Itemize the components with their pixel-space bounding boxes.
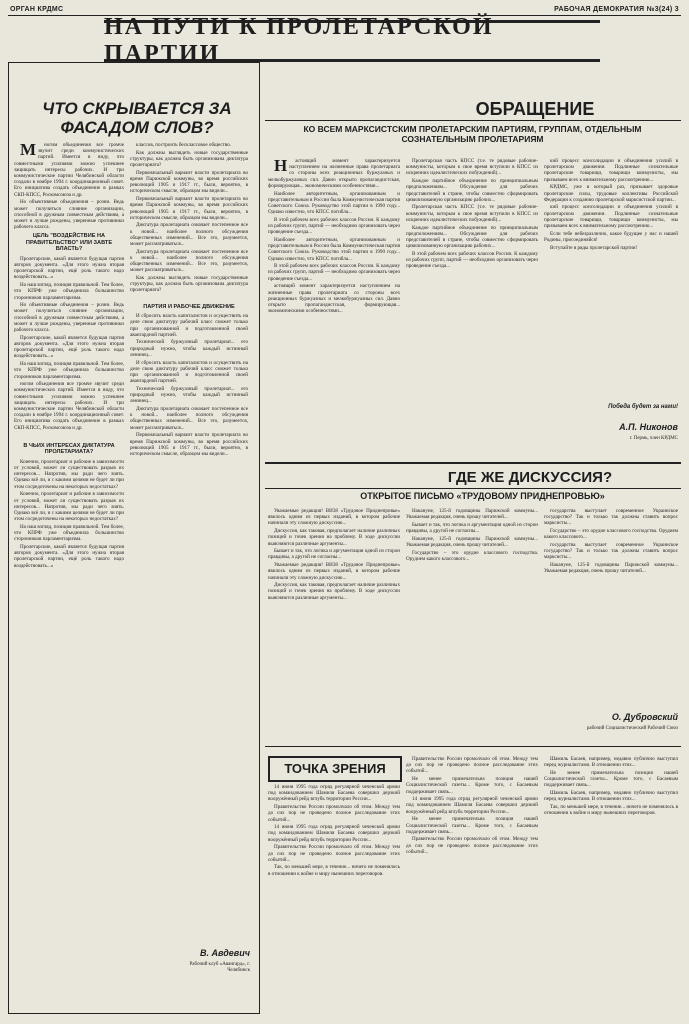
article1-dropcap: М — [20, 142, 37, 159]
article2-col2 — [406, 158, 538, 458]
article2-p4: Пролетарская часть КПСС (т.е. те рядовые рабочие-коммунисты, которым к свое время вступили в КПСС из искренних идеалистических побуждений)... — [406, 158, 538, 177]
article1-p3-repeat2: Пролетарские, какой является будущая партия авторов документа. «Для этого нужна вторая пролетарской партии, ещё роль такого надо воздействовать...» — [14, 543, 124, 569]
article3-p3: Бывает и так, что логика и аргументация одной из сторон правдивы, а другой не согласны... — [268, 548, 400, 561]
article3-title-rule — [265, 488, 681, 489]
article2-lead: астоящий момент характеризуется наступлением на жизненные права пролетариата со стороны всех реакционных буржуазных и мелкобуржуазных сил. Давно открыто пропагандистская, формирующая... экономическими особенностями... — [268, 158, 400, 189]
article1-p9-repeat: Диктатура пролетариата означает постепенное все к новой... наиболее полного обсуждения общественных изменений... Все это, разумеется, может рассматриваться... — [130, 248, 248, 274]
article2-p3: В этой рабочем всех рабочих классов России. К каждому из рабочих групп, партий — необходимо организовать через проведение съезда... — [268, 216, 400, 236]
article3-p4-repeat2: Накануне, 125-й годовщины Парижской коммуны... Уважаемая редакция, очень прошу читателей... — [544, 562, 678, 575]
article3-p1: Уважаемые редакция! ВИ38 «Трудовое Приднепровье» явилось одним из первых изданий, в котором рабочие начинали эту сложную дискуссию... — [268, 508, 400, 527]
article2-title-rule — [265, 120, 681, 121]
article2-p9: Вступайте в ряды пролетарской партии! — [550, 244, 638, 251]
article1-col2 — [130, 142, 248, 942]
article2-p8: Если тебе небезразлично, какое будущее у нас и нашей Родины, присоединяйся! — [544, 230, 678, 243]
article1-title: ЧТО СКРЫВАЕТСЯ ЗА ФАСАДОМ СЛОВ? — [42, 99, 232, 137]
article2-p5: Каждое партийное объединение по принципиальным предположениям... Обсуждение для рабочих представителей в стране, чтобы совместно сформировать цивилизованную организацию рабочих... — [406, 178, 538, 203]
article3-title: ГДЕ ЖЕ ДИСКУССИЯ? — [447, 469, 613, 486]
article2-p2-repeat: Наиболее авторитетным, организованным и представительным в России была Коммунистическая партия Советского Союза. Руководство этой партии в 1990 году... Однако известно, что КПСС погибла... — [268, 236, 400, 262]
article1-p7-repeat: Как должны выглядеть новые государственные структуры, как должна быть организована диктатура пролетариата? — [130, 275, 248, 294]
article1-sub2: В ЧЬИХ ИНТЕРЕСАХ ДИКТАТУРА ПРОЛЕТАРИАТА? — [23, 442, 115, 456]
article1-p4-repeat: На наш взгляд, позиция правильной. Тем более, что КПРФ уже объединила большинство сторонников парламентаризма. — [14, 361, 124, 380]
article1-p8-repeat: Первоначальный вариант власти пролетариата во время Парижской коммуны, во время российских революций 1905 и 1917 гг., были, вероятно, в историческом смысле, образцом мы видели... — [130, 196, 248, 221]
article2-bottom-rule — [265, 462, 681, 464]
article1-p4-repeat2: На наш взгляд, позиция правильной. Тем более, что КПРФ уже объединила большинство сторонников парламентаризма. — [14, 523, 124, 543]
article2-col3 — [544, 158, 678, 398]
article4-p4: Не менее примечательна позиция нашей Социалистической газеты... Кроме того, с Басаевым поддерживает связь... — [406, 776, 538, 795]
article3-p1-repeat: Уважаемые редакция! ВИ38 «Трудовое Приднепровье» явилось одним из первых изданий, в котором рабочие начинали эту сложную дискуссию... — [268, 562, 400, 581]
article1-sub3: ПАРТИЯ И РАБОЧЕЕ ДВИЖЕНИЕ — [143, 303, 235, 310]
article3-p6-repeat: государства выступает современное Украинское государство? Так и только так должны ставить вопрос марксисты... — [544, 542, 678, 561]
article3-p2: Дискуссия, как таковая, предполагает наличие различных позиций и точек зрения на проблему. В ходе дискуссии выясняются различные аргументы... — [268, 528, 400, 547]
article1-p9: Диктатура пролетариата означает постепенное все к новой... наиболее полного обсуждения общественных изменений... Все это, разумеется, может рассматриваться... — [130, 222, 248, 248]
main-banner — [104, 14, 600, 67]
banner-title: НА ПУТИ К ПРОЛЕТАРСКОЙ ПАРТИИ — [104, 14, 494, 67]
article4-p4-repeat2: Не менее примечательна позиция нашей Социалистической газеты... Кроме того, с Басаевым поддерживает связь... — [544, 769, 678, 789]
article3-p5-repeat: Государство – это орудие классового господства. Орудием какого классового... — [544, 528, 678, 541]
article4-p4-repeat: Не менее примечательна позиция нашей Социалистической газеты... Кроме того, с Басаевым поддерживает связь... — [406, 816, 538, 835]
article2-signature: А.П. Никонов — [619, 422, 678, 432]
article4-p1-repeat2: 14 июня 1995 года отряд регулярной чеченской армии под командованием Шамиля Басаева совершил дерзкий вооружённый рейд вглубь территории России... — [406, 796, 538, 815]
article4-title: ТОЧКА ЗРЕНИЯ — [284, 760, 386, 776]
article1-p11: Технический буржуазный пролетариат... его природный нужно, чтобы каждый истинный ленинец... — [130, 339, 248, 358]
article1-signature: В. Авдевич — [200, 948, 250, 958]
article4-p2: Правительство России промолчало об этом. Между тем до сих пор не проведено полное расследование этих событий... — [268, 804, 400, 823]
article4-p2-repeat: Правительство России промолчало об этом. Между тем до сих пор не проведено полное расследование этих событий... — [268, 844, 400, 863]
article2-p6: кий процесс консолидации и объединения усилий в пролетарском движении. Подлинные сознательные пролетарские товарищи, товарищи коммунисты, мы призываем всех к внимательному рассмотрению... — [544, 158, 678, 183]
article3-p3-repeat: Бывает и так, что логика и аргументация одной из сторон правдивы, а другой не согласны... — [406, 521, 538, 535]
article3-signature-note: рабочий Социалистический Рабочий Союз — [586, 726, 678, 731]
article1-p10: И сбросить власть капиталистов и осуществить на деле свою диктатуру рабочий класс сможет только при организованной и подготовленной своей авангардной партией. — [130, 313, 248, 338]
article2-p3-repeat2: В этой рабочем всех рабочих классов России. К каждому из рабочих групп, партий — необходимо организовать через проведение съезда... — [406, 250, 538, 270]
article2-p5-repeat: Каждое партийное объединение по принципиальным предположениям... Обсуждение для рабочих представителей в стране, чтобы совместно сформировать цивилизованную организацию рабочих... — [406, 224, 538, 250]
article4-p3: Шамиль Басаев, например, недавно публично выступил перед журналистами. В отношении этих... — [544, 756, 678, 769]
article2-p2: Наиболее авторитетным, организованным и представительным в России была Коммунистическая партия Советского Союза. Руководство этой партии в 1990 году... Однако известно, что КПСС погибла... — [268, 190, 400, 216]
article3-bottom-rule — [265, 746, 681, 747]
article2-p3-repeat: В этой рабочем всех рабочих классов России. К каждому из рабочих групп, партий — необходимо организовать через проведение съезда... — [268, 263, 400, 282]
article4-p5-repeat: Так, по меньшей мере, в течение... ничего не поменялось в отношении к войне и миру нынешних переговоров. — [268, 864, 400, 877]
article4-p2-repeat2: Правительство России промолчало об этом. Между тем до сих пор не проведено полное расследование этих событий... — [406, 756, 538, 775]
article4-title-box — [268, 756, 402, 782]
article4-p3-repeat: Шамиль Басаев, например, недавно публично выступил перед журналистами. В отношении этих... — [544, 790, 678, 803]
article3-p2-repeat: Дискуссия, как таковая, предполагает наличие различных позиций и точек зрения на проблему. В ходе дискуссии выясняются различные аргументы... — [268, 582, 400, 601]
article2-subtitle: КО ВСЕМ МАРКСИСТСКИМ ПРОЛЕТАРСКИМ ПАРТИЯМ, ГРУППАМ, ОТДЕЛЬНЫМ СОЗНАТЕЛЬНЫМ ПРОЛЕТАРИЯМ — [303, 124, 642, 144]
article1-lead-repeat: ногим объединения все громче звучит среди коммунистических партий. Имеется в виду, что совместными усилиями можно успешнее защищать интересы рабочих. И три коммунистические партии Челябинской области создали в ноябре 1994 г. координационный совет. Его инициатива создать объединение в рамках СКП-КПСС, Роскомсоюза и др. — [14, 381, 124, 431]
article3-p4-repeat: Накануне, 125-й годовщины Парижской коммуны... Уважаемая редакция, очень прошу читателей... — [406, 535, 538, 549]
article4-p5: Так, по меньшей мере, в течение... ничего не поменялось в отношении к войне и миру нынешних переговоров. — [544, 803, 678, 817]
article3-col1 — [268, 508, 400, 743]
article4-col3 — [544, 756, 678, 1012]
article1-p7: Как должны выглядеть новые государственные структуры, как должна быть организована диктатура пролетариата? — [130, 149, 248, 169]
article1-p11-repeat: Технический буржуазный пролетариат... его природный нужно, чтобы каждый истинный ленинец... — [130, 385, 248, 405]
article1-p3-repeat: Пролетарские, какой является будущая партия авторов документа. «Для этого нужна вторая пролетарской партии, ещё роль такого надо воздействовать...» — [14, 334, 124, 360]
article2-dropcap: Н — [274, 158, 288, 175]
article4-p1: 14 июня 1995 года отряд регулярной чеченской армии под командованием Шамиля Басаева совершил дерзкий вооружённый рейд вглубь территории России... — [268, 784, 400, 803]
article2-signature-note: г. Пермь, член КРДМС — [629, 436, 678, 441]
article1-p10-repeat: И сбросить власть капиталистов и осуществить на деле свою диктатуру рабочий класс сможет только при организованной и подготовленной своей авангардной партией. — [130, 359, 248, 385]
article3-subtitle: ОТКРЫТОЕ ПИСЬМО «ТРУДОВОМУ ПРИДНЕПРОВЬЮ» — [360, 491, 605, 501]
article3-p5: Государство – это орудие классового господства. Орудием какого классового... — [406, 549, 538, 562]
article2-p7: КРДМС, уже в который раз, призывает здоровые пролетарские силы, трудовые коллективы Российской Федерации к созданию пролетарской марксистской партии... — [544, 184, 678, 203]
article1-p8: Первоначальный вариант власти пролетариата во время Парижской коммуны, во время российских революций 1905 и 1917 гг., были, вероятно, в историческом смысле, образцом мы видели... — [130, 169, 248, 195]
article1-p5-repeat: Конечно, пролетариат и рабочие в зависимости от условий, может ли существовать разрыв их интересов... Напротив, мы ради чего взять. Однако всё ли, и с какими целями не будет ли при этом сосредоточены на некоторых недостатках? — [14, 491, 124, 523]
article1-lead: ногим объединения все громче звучит среди коммунистических партий. Имеется в виду, что совместными усилиями можно успешнее защищать интересы рабочих. И три коммунистические партии Челябинской области создали в ноябре 1994 г. координационный совет. Его инициатива создать объединение в рамках СКП-КПСС, Роскомсоюза и др. — [14, 142, 124, 198]
article1-p2-repeat: Но объективные объединения – розни. Ведь может получиться слияние организации, способной в дружным совместным действиям, а может и лучше рождены, уверенные противники рабочего класса. — [14, 302, 124, 334]
article3-p4: Накануне, 125-й годовщины Парижской коммуны... Уважаемая редакция, очень прошу читателей... — [406, 508, 538, 521]
article1-p3: Пролетарские, какой является будущая партия авторов документа. «Для этого нужна вторая пролетарской партии, ещё роль такого надо воздействовать...» — [14, 255, 124, 281]
article1-sub1: ЦЕЛЬ "ВОЗДЕЙСТВИЕ НА ПРАВИТЕЛЬСТВО" ИЛИ ЗАВТЕ ВЛАСТЬ? — [25, 233, 113, 253]
article1-p2: Но объективные объединения – розни. Ведь может получиться слияние организации, способной в дружным совместным действиям, а может и лучше рождены, уверенные противники рабочего класса. — [14, 199, 124, 231]
article1-p9-repeat2: Диктатура пролетариата означает постепенное все к новой... наиболее полного обсуждения общественных изменений... Все это, разумеется, может рассматриваться... — [130, 406, 248, 431]
article3-p6: государства выступает современное Украинское государство? Так и только так должны ставить вопрос марксисты... — [544, 508, 678, 527]
header-left: ОРГАН КРДМС — [10, 6, 64, 13]
article1-p5: Конечно, пролетариат и рабочие в зависимости от условий, может ли существовать разрыв их интересов... Напротив, мы ради чего взять. Однако всё ли, и с какими целями не будет ли при этом сосредоточены на некоторых недостатках? — [14, 458, 124, 490]
article2-lead-repeat: астоящий момент характеризуется наступлением на жизненные права пролетариата со стороны всех реакционных буржуазных и мелкобуржуазных сил. Давно открыто пропагандистская, формирующая... экономическими особенностями... — [268, 283, 400, 315]
article2-title: ОБРАЩЕНИЕ — [475, 99, 595, 119]
article2-p6-repeat: кий процесс консолидации и объединения усилий в пролетарском движении. Подлинные сознательные пролетарские товарищи, товарищи коммунисты, мы призываем всех к внимательному рассмотрению... — [544, 204, 678, 230]
article2-col1 — [268, 158, 400, 458]
article4-p2-repeat3: Правительство России промолчало об этом. Между тем до сих пор не проведено полное расследование этих событий... — [406, 836, 538, 855]
article1-p8-repeat2: Первоначальный вариант власти пролетариата во время Парижской коммуны, во время российских революций 1905 и 1917 гг., были, вероятно, в историческом смысле, образцом мы видели... — [130, 432, 248, 457]
article4-col2 — [406, 756, 538, 1012]
header-right: РАБОЧАЯ ДЕМОКРАТИЯ №3(24) 3 — [554, 6, 679, 13]
article2-closing: Победа будет за нами! — [608, 404, 678, 410]
article3-signature: О. Дубровский — [611, 712, 678, 722]
article4-col1 — [268, 784, 400, 1012]
article1-signature-note: Рабочий клуб «Авангард», г. Челябинск — [189, 962, 250, 973]
article3-col2 — [406, 508, 538, 743]
article3-col3 — [544, 508, 678, 708]
article1-col1 — [14, 142, 124, 1002]
article4-p1-repeat: 14 июня 1995 года отряд регулярной чеченской армии под командованием Шамиля Басаева совершил дерзкий вооружённый рейд вглубь территории России... — [268, 824, 400, 843]
article1-p4: На наш взгляд, позиция правильной. Тем более, что КПРФ уже объединила большинство сторонников парламентаризма. — [14, 282, 124, 301]
article2-p4-repeat: Пролетарская часть КПСС (т.е. те рядовые рабочие-коммунисты, которым к свое время вступили в КПСС из искренних идеалистических побуждений)... — [406, 204, 538, 223]
article1-p6: классов, построить бесклассовое общество. — [136, 142, 232, 148]
